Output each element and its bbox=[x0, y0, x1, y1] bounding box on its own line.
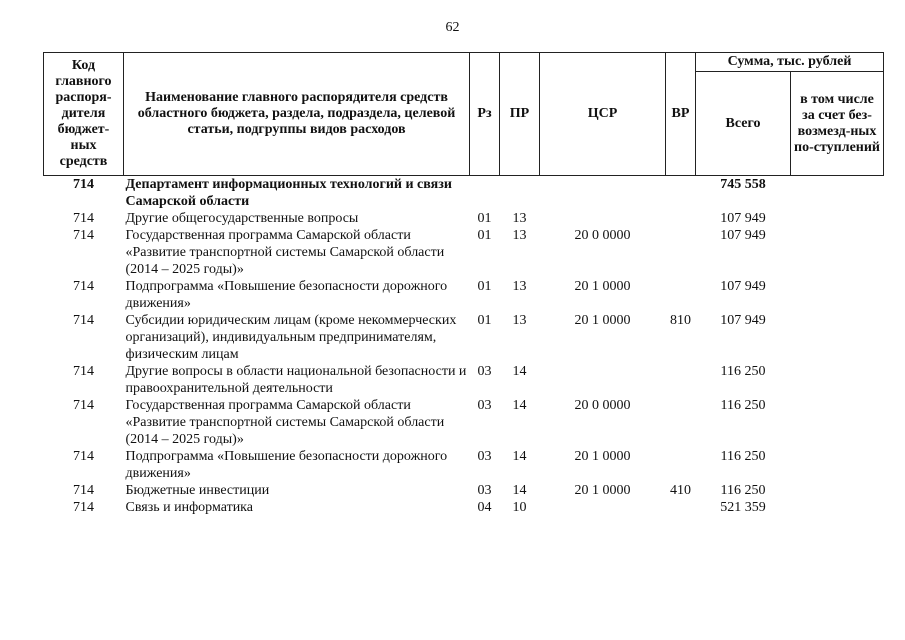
row-rz: 03 bbox=[477, 398, 492, 413]
row-vr: 810 bbox=[670, 313, 691, 328]
row-name: Государственная программа Самарской области «Развитие транспортной системы Самарской области (2014 – 2025 годы)» bbox=[125, 228, 445, 277]
row-total: 116 250 bbox=[720, 364, 766, 379]
row-code: 714 bbox=[73, 500, 94, 515]
table-row bbox=[44, 210, 884, 227]
row-name: Подпрограмма «Повышение безопасности дорожного движения» bbox=[125, 449, 448, 481]
header-vr: ВР bbox=[666, 53, 696, 176]
row-name: Подпрограмма «Повышение безопасности дорожного движения» bbox=[125, 279, 448, 311]
row-csr: 20 0 0000 bbox=[574, 398, 631, 413]
row-csr bbox=[540, 363, 666, 397]
row-vr bbox=[666, 176, 696, 211]
row-code: 714 bbox=[73, 279, 94, 294]
row-total: 107 949 bbox=[720, 211, 766, 226]
row-code: 714 bbox=[73, 177, 94, 192]
row-rz: 01 bbox=[477, 228, 492, 243]
row-grants bbox=[791, 278, 884, 312]
row-pr: 14 bbox=[512, 364, 527, 379]
row-code: 714 bbox=[73, 211, 94, 226]
row-vr bbox=[666, 448, 696, 482]
row-total: 116 250 bbox=[720, 449, 766, 464]
row-name: Связь и информатика bbox=[125, 500, 253, 515]
row-grants bbox=[791, 312, 884, 363]
table-row bbox=[44, 176, 884, 211]
row-total: 116 250 bbox=[720, 483, 766, 498]
row-name: Государственная программа Самарской области «Развитие транспортной системы Самарской области (2014 – 2025 годы)» bbox=[125, 398, 445, 447]
row-total: 745 558 bbox=[720, 177, 766, 192]
row-vr bbox=[666, 397, 696, 448]
row-grants bbox=[791, 482, 884, 499]
row-csr: 20 1 0000 bbox=[574, 449, 631, 464]
table-row bbox=[44, 397, 884, 448]
row-csr: 20 1 0000 bbox=[574, 279, 631, 294]
header-pr: ПР bbox=[500, 53, 540, 176]
row-grants bbox=[791, 499, 884, 516]
row-vr bbox=[666, 499, 696, 516]
row-csr: 20 1 0000 bbox=[574, 313, 631, 328]
row-code: 714 bbox=[73, 398, 94, 413]
row-code: 714 bbox=[73, 483, 94, 498]
row-name: Департамент информационных технологий и связи Самарской области bbox=[125, 177, 452, 209]
row-rz: 04 bbox=[477, 500, 492, 515]
row-rz: 03 bbox=[477, 449, 492, 464]
row-code: 714 bbox=[73, 364, 94, 379]
table-row bbox=[44, 312, 884, 363]
header-grants: в том числе за счет без-возмезд-ных по-ступлений bbox=[791, 72, 884, 176]
header-name: Наименование главного распорядителя средств областного бюджета, раздела, подраздела, целевой статьи, подгруппы видов расходов bbox=[124, 53, 470, 176]
row-pr: 14 bbox=[512, 398, 527, 413]
budget-table bbox=[43, 52, 884, 516]
row-pr bbox=[500, 176, 540, 211]
header-csr: ЦСР bbox=[540, 53, 666, 176]
row-pr: 13 bbox=[512, 279, 527, 294]
row-name: Другие вопросы в области национальной безопасности и правоохранительной деятельности bbox=[125, 364, 467, 396]
row-grants bbox=[791, 227, 884, 278]
row-vr bbox=[666, 227, 696, 278]
row-csr bbox=[540, 499, 666, 516]
row-pr: 14 bbox=[512, 449, 527, 464]
row-rz: 01 bbox=[477, 211, 492, 226]
row-name: Другие общегосударственные вопросы bbox=[125, 211, 359, 226]
row-rz bbox=[470, 176, 500, 211]
row-grants bbox=[791, 176, 884, 211]
row-vr bbox=[666, 278, 696, 312]
row-total: 107 949 bbox=[720, 313, 766, 328]
row-grants bbox=[791, 448, 884, 482]
row-csr: 20 1 0000 bbox=[574, 483, 631, 498]
row-pr: 13 bbox=[512, 313, 527, 328]
row-pr: 10 bbox=[512, 500, 527, 515]
row-vr bbox=[666, 210, 696, 227]
row-name: Субсидии юридическим лицам (кроме некоммерческих организаций), индивидуальным предпринимателям, физическим лицам bbox=[125, 313, 457, 362]
table-row bbox=[44, 482, 884, 499]
row-total: 116 250 bbox=[720, 398, 766, 413]
row-total: 107 949 bbox=[720, 228, 766, 243]
table-row bbox=[44, 278, 884, 312]
row-grants bbox=[791, 210, 884, 227]
table-row bbox=[44, 227, 884, 278]
header-code: Код главного распоря-дителя бюджет-ных средств bbox=[44, 53, 124, 176]
table-header bbox=[44, 53, 884, 176]
row-vr bbox=[666, 363, 696, 397]
page-number: 62 bbox=[445, 20, 460, 35]
row-vr: 410 bbox=[670, 483, 691, 498]
header-sum: Сумма, тыс. рублей bbox=[696, 53, 884, 72]
row-rz: 03 bbox=[477, 364, 492, 379]
row-code: 714 bbox=[73, 228, 94, 243]
row-rz: 01 bbox=[477, 313, 492, 328]
row-csr: 20 0 0000 bbox=[574, 228, 631, 243]
row-rz: 03 bbox=[477, 483, 492, 498]
table-row bbox=[44, 499, 884, 516]
row-name: Бюджетные инвестиции bbox=[125, 483, 270, 498]
row-pr: 13 bbox=[512, 228, 527, 243]
row-csr bbox=[540, 176, 666, 211]
row-rz: 01 bbox=[477, 279, 492, 294]
row-total: 521 359 bbox=[720, 500, 766, 515]
header-rz: Рз bbox=[470, 53, 500, 176]
row-code: 714 bbox=[73, 313, 94, 328]
table-row bbox=[44, 448, 884, 482]
row-pr: 14 bbox=[512, 483, 527, 498]
row-csr bbox=[540, 210, 666, 227]
row-grants bbox=[791, 363, 884, 397]
header-total: Всего bbox=[696, 72, 791, 176]
table-row bbox=[44, 363, 884, 397]
table-body bbox=[44, 176, 884, 517]
row-pr: 13 bbox=[512, 211, 527, 226]
row-total: 107 949 bbox=[720, 279, 766, 294]
row-code: 714 bbox=[73, 449, 94, 464]
row-grants bbox=[791, 397, 884, 448]
